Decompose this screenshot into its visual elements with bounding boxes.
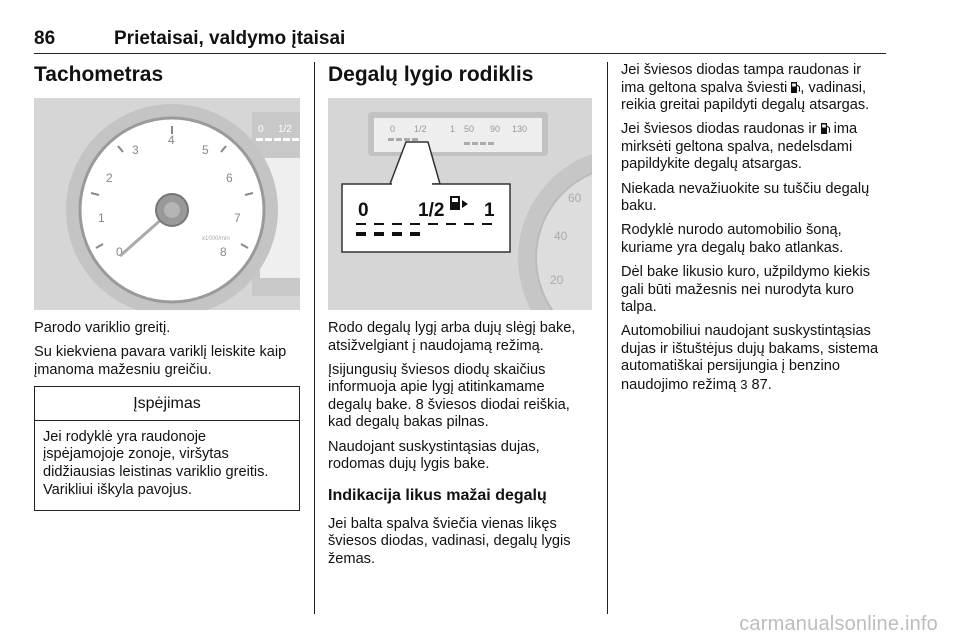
fig-small-zero: 0 bbox=[390, 124, 396, 134]
fig-callout-zero: 0 bbox=[358, 200, 369, 221]
fig-fuel-half: 1/2 bbox=[278, 124, 292, 135]
page-reference-number[interactable]: 87. bbox=[747, 377, 772, 393]
warning-title: Įspėjimas bbox=[35, 387, 299, 421]
fig-top-90: 90 bbox=[490, 124, 501, 134]
fuel-gauge-paragraph-1: Rodo degalų lygį arba dujų slėgį bake, atsižvelgiant į naudojamą režimą. bbox=[328, 320, 576, 354]
col3-paragraph-3: Niekada nevažiuokite su tuščiu degalų baku. bbox=[621, 180, 870, 215]
page-header bbox=[34, 28, 886, 54]
fig-top-130: 130 bbox=[512, 124, 528, 134]
tachometer-heading: Tachometras bbox=[34, 63, 164, 86]
tachometer-paragraph-2: Su kiekviena pavara variklį leiskite kaip įmanoma mažesniu greičiu. bbox=[34, 344, 287, 378]
warning-box bbox=[34, 386, 300, 511]
column-divider-2 bbox=[607, 62, 608, 614]
fig-tick-1: 1 bbox=[98, 211, 105, 225]
chapter-title: Prietaisai, valdymo įtaisai bbox=[114, 28, 346, 49]
fig-dial-40: 40 bbox=[554, 229, 568, 243]
fig-top-50: 50 bbox=[464, 124, 475, 134]
fig-tick-2: 2 bbox=[106, 171, 113, 185]
fig-tick-4: 4 bbox=[168, 133, 175, 147]
col3-p6-start: Automobiliui naudojant suskystintąsias dujas ir ištuštėjus dujų bakams, sistema automatiškai persijungia į benzino naudojimo režimą bbox=[621, 323, 879, 393]
col3-paragraph-1 bbox=[621, 62, 886, 115]
low-fuel-paragraph: Jei balta spalva šviečia vienas likęs šviesos diodas, vadinasi, degalų lygis žemas. bbox=[328, 515, 571, 567]
fuel-gauge-paragraph-3: Naudojant suskystintąsias dujas, rodomas dujų lygis bake. bbox=[328, 438, 540, 473]
col3-p1-start: Jei šviesos diodas tampa raudonas ir ima geltona spalva šviesti bbox=[621, 62, 862, 96]
column-divider-1 bbox=[314, 62, 315, 614]
fig-tick-5: 5 bbox=[202, 143, 209, 157]
fig-dial-60: 60 bbox=[568, 191, 582, 205]
fuel-gauge-paragraph-2: Įsijungusių šviesos diodų skaičius informuoja apie lygį atitinkamame degalų bake. 8 šviesos diodai reiškia, kad degalų bakas pilnas. bbox=[328, 361, 570, 431]
page-reference-arrow-icon[interactable]: 3 bbox=[740, 377, 748, 392]
tachometer-figure bbox=[34, 98, 300, 310]
fig-rpm-unit: x1000/min bbox=[202, 236, 230, 242]
col3-p1-end: , vadinasi, reikia greitai papildyti degalų atsargas. bbox=[621, 79, 870, 114]
page-number: 86 bbox=[34, 28, 56, 49]
fig-small-one: 1 bbox=[450, 124, 456, 134]
fuel-pump-icon bbox=[791, 82, 800, 93]
fig-tick-0: 0 bbox=[116, 245, 123, 259]
fig-fuel-zero: 0 bbox=[258, 124, 264, 135]
col3-paragraph-2 bbox=[621, 121, 886, 174]
watermark: carmanualsonline.info bbox=[739, 613, 938, 635]
fig-small-half: 1/2 bbox=[414, 124, 427, 134]
col3-paragraph-4: Rodyklė nurodo automobilio šoną, kuriame yra degalų bako atlankas. bbox=[621, 222, 844, 256]
column-fuel-continued bbox=[621, 62, 886, 401]
column-tachometer bbox=[34, 62, 300, 511]
col3-paragraph-6 bbox=[621, 323, 886, 394]
fig-callout-half: 1/2 bbox=[418, 200, 445, 221]
fig-tick-6: 6 bbox=[226, 171, 233, 185]
warning-text: Jei rodyklė yra raudonoje įspėjamojoje zonoje, viršytas didžiausias leistinas variklio greitis. Varikliui iškyla pavojus. bbox=[43, 428, 269, 498]
fig-tick-8: 8 bbox=[220, 245, 227, 259]
fig-tick-7: 7 bbox=[234, 211, 241, 225]
fig-dial-20: 20 bbox=[550, 273, 564, 287]
column-fuel-gauge bbox=[328, 62, 592, 575]
fuel-gauge-figure bbox=[328, 98, 592, 310]
fig-callout-one: 1 bbox=[484, 200, 495, 221]
tachometer-paragraph-1: Parodo variklio greitį. bbox=[34, 320, 171, 336]
col3-p2-start: Jei šviesos diodas raudonas ir bbox=[621, 121, 817, 138]
fuel-gauge-heading: Degalų lygio rodiklis bbox=[328, 63, 534, 86]
fuel-pump-icon bbox=[821, 123, 830, 134]
col3-paragraph-5: Dėl bake likusio kuro, užpildymo kiekis gali būti mažesnis nei nurodyta kuro talpa. bbox=[621, 263, 871, 316]
fig-tick-3: 3 bbox=[132, 143, 139, 157]
low-fuel-subheading: Indikacija likus mažai degalų bbox=[328, 486, 547, 504]
col3-p2-end: ima mirksėti geltona spalva, nedelsdami papildykite degalų atsargas. bbox=[621, 121, 858, 173]
